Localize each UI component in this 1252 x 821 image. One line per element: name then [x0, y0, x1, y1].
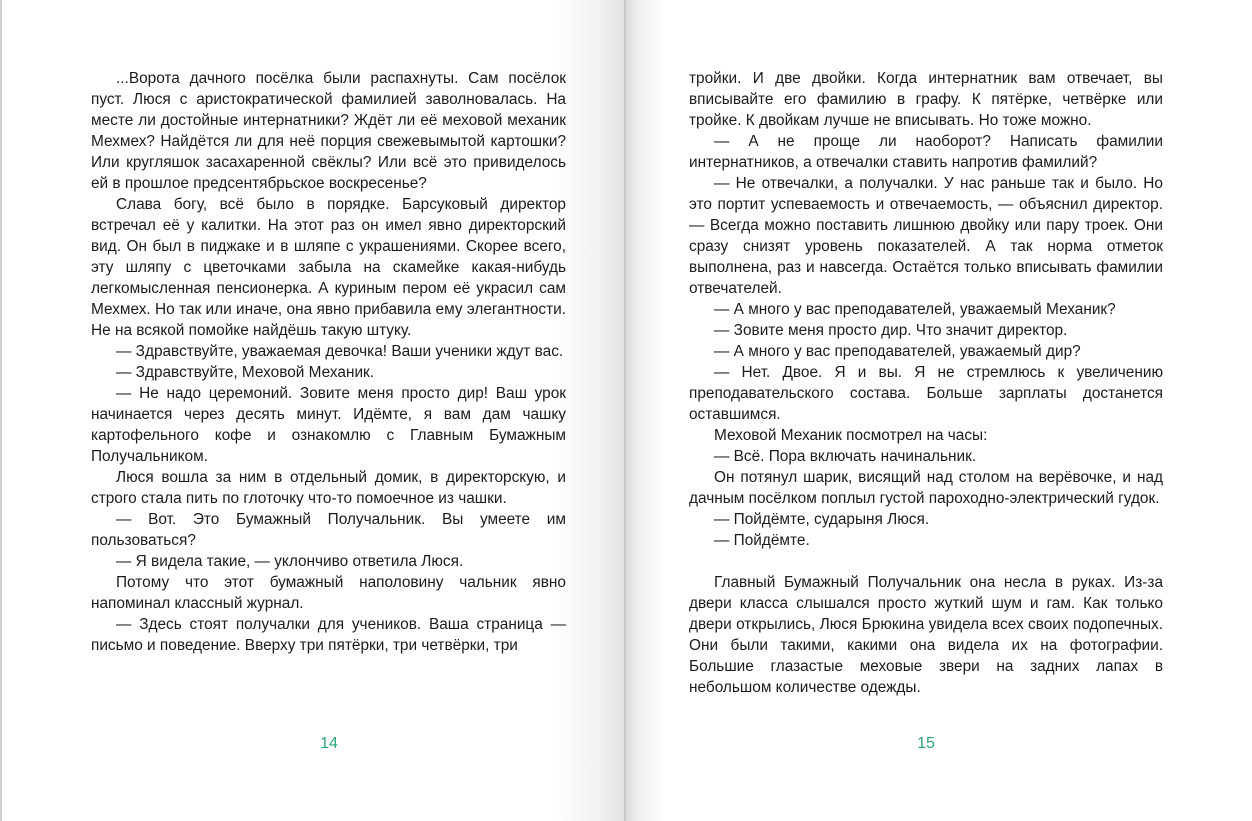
paragraph: — Здравствуйте, Меховой Механик. — [116, 364, 375, 381]
paragraph: — Здравствуйте, уважаемая девочка! Ваши ученики ждут вас. — [116, 343, 564, 360]
page-number: 15 — [917, 735, 935, 752]
paragraph: — Я видела такие, — уклончиво ответила Люся. — [116, 553, 464, 570]
paragraph: — А не проще ли наоборот? Написать фамилии интернатников, а отвечалки ставить напротив фамилий? — [689, 133, 1163, 171]
paragraph: — Пойдёмте. — [714, 532, 810, 549]
paragraph: — Не надо церемоний. Зовите меня просто дир! Ваш урок начинается через десять минут. Идёмте, я вам дам чашку картофельного кофе и ознакомлю с Главным Бумажным Получальником. — [91, 385, 566, 465]
section-break — [689, 551, 1163, 572]
paragraph: Меховой Механик посмотрел на часы: — [714, 427, 988, 444]
paragraph: — Всё. Пора включать начинальник. — [714, 448, 977, 465]
paragraph: — Не отвечалки, а получалки. У нас раньше так и было. Но это портит успеваемость и отвечаемость, — объяснил директор. — Всегда можно поставить лишнюю двойку или пару троек. Они сразу снизят уровень показателей. А так норма отметок выполнена, раз и навсегда. Остаётся только вписывать фамилии отвечателей. — [689, 175, 1163, 297]
left-page-text — [91, 68, 566, 656]
right-page-text — [689, 68, 1163, 698]
paragraph: ...Ворота дачного посёлка были распахнуты. Сам посёлок пуст. Люся с аристократической фамилией заволновалась. На месте ли достойные интернатники? Ждёт ли её меховой механик Мехмех? Найдётся ли для неё порция свежевымытой картошки? Или кругляшок засахаренной свёклы? Или всё это привиделось ей в прошлое предсентябрьское воскресенье? — [91, 70, 566, 192]
right-page — [626, 0, 1252, 821]
left-page — [2, 0, 626, 821]
paragraph: — Зовите меня просто дир. Что значит директор. — [714, 322, 1068, 339]
paragraph: — Здесь стоят получалки для учеников. Ваша страница — письмо и поведение. Вверху три пятёрки, три четвёрки, три — [91, 616, 566, 654]
paragraph: Главный Бумажный Получальник она несла в руках. Из-за двери класса слышался просто жуткий шум и гам. Как только двери открылись, Люся Брюкина увидела всех своих подопечных. Они были такими, какими она видела их на фотографии. Большие глазастые меховые звери на задних лапах в небольшом количестве одежды. — [689, 574, 1163, 696]
paragraph: — Нет. Двое. Я и вы. Я не стремлюсь к увеличению преподавательского состава. Больше зарплаты достанется оставшимся. — [689, 364, 1163, 423]
paragraph: — А много у вас преподавателей, уважаемый дир? — [714, 343, 1081, 360]
paragraph: Потому что этот бумажный наполовину чальник явно напоминал классный журнал. — [91, 574, 566, 612]
paragraph: Он потянул шарик, висящий над столом на верёвочке, и над дачным посёлком поплыл густой пароходно-электрический гудок. — [689, 469, 1163, 507]
page-number: 14 — [320, 735, 338, 752]
continued-paragraph: тройки. И две двойки. Когда интернатник вам отвечает, вы вписывайте его фамилию в графу. К пятёрке, четвёрке или тройке. К двойкам лучше не вписывать. Но тоже можно. — [689, 70, 1163, 129]
paragraph: — Пойдёмте, сударыня Люся. — [714, 511, 930, 528]
paragraph: Слава богу, всё было в порядке. Барсуковый директор встречал её у калитки. На этот раз он имел явно директорский вид. Он был в пиджаке и в шляпе с украшениями. Скорее всего, эту шляпу с цветочками забыла на скамейке какая-нибудь легкомысленная пенсионерка. А куриным пером её украсил сам Мехмех. Но так или иначе, она явно прибавила ему элегантности. Не на всякой помойке найдёшь такую штуку. — [91, 196, 566, 339]
paragraph: — Вот. Это Бумажный Получальник. Вы умеете им пользоваться? — [91, 511, 566, 549]
paragraph: — А много у вас преподавателей, уважаемый Механик? — [714, 301, 1116, 318]
paragraph: Люся вошла за ним в отдельный домик, в директорскую, и строго стала пить по глоточку что-то помоечное из чашки. — [91, 469, 566, 507]
